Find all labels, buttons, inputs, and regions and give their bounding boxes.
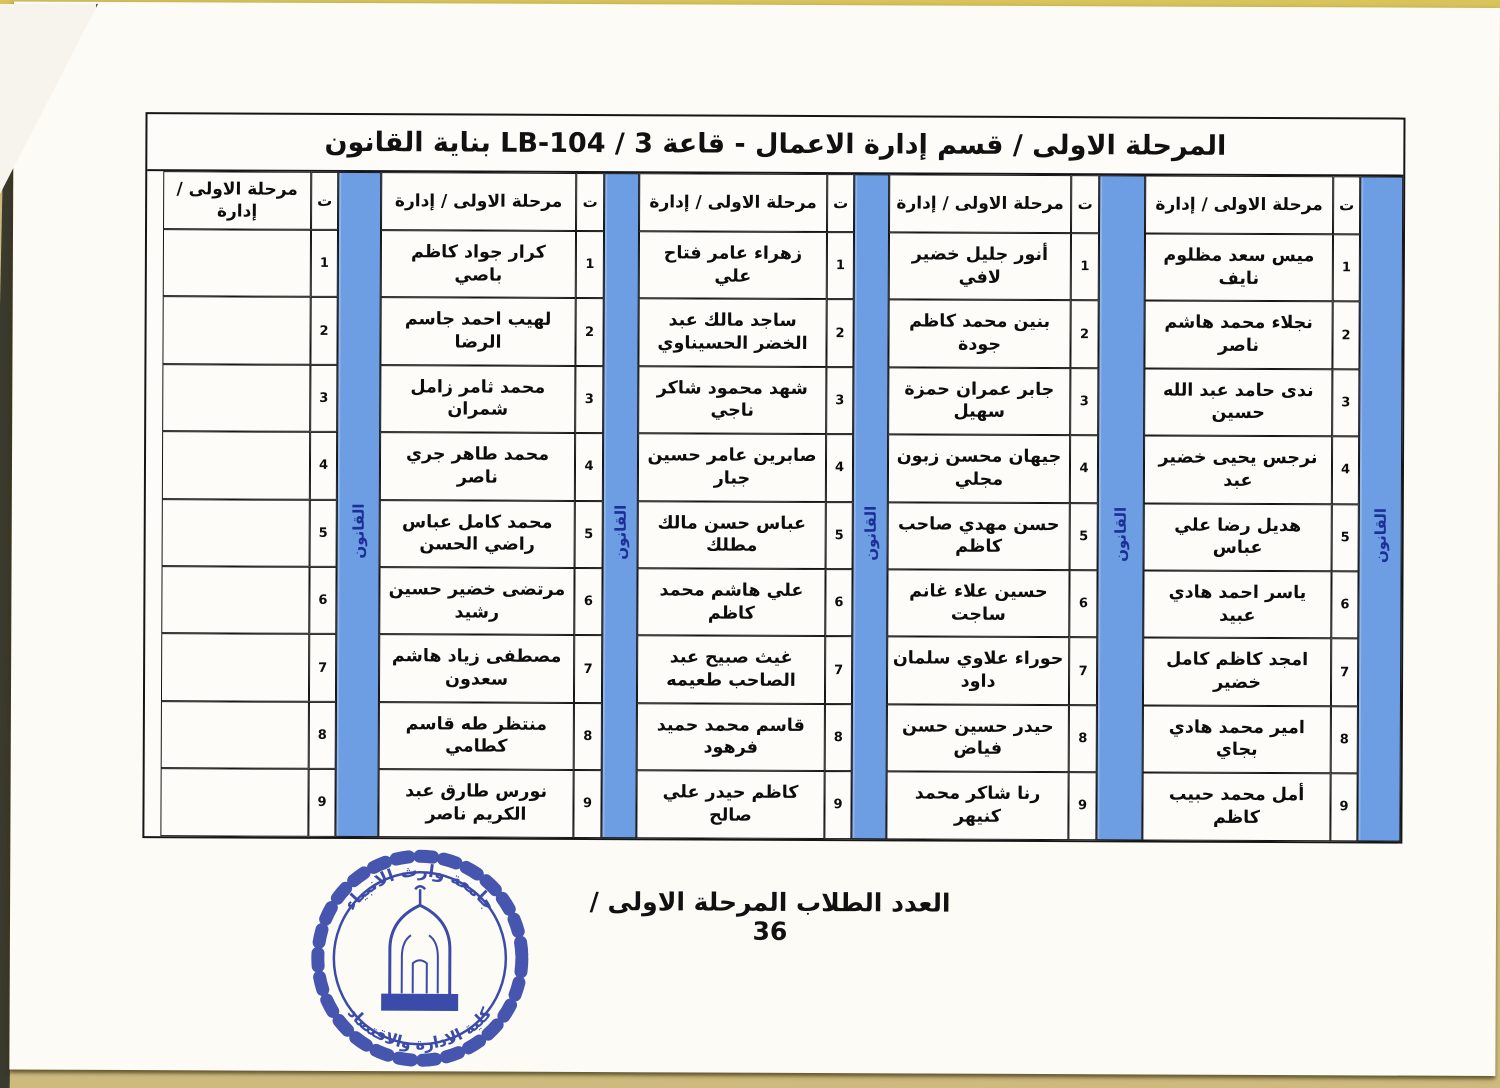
student-name: نرجس يحيى خضير عبد — [1144, 436, 1332, 504]
row-number: 6 — [1069, 570, 1097, 638]
column-group — [636, 173, 889, 839]
row-number: 8 — [825, 704, 852, 772]
student-name — [163, 229, 311, 297]
student-name: منتظر طه قاسم كطامي — [379, 702, 574, 770]
dome-building-icon — [383, 886, 458, 1009]
row-number: 6 — [309, 567, 336, 635]
student-name — [160, 768, 308, 836]
row-number: 1 — [1071, 233, 1099, 301]
strip-label: القانون — [861, 505, 880, 561]
row-number: 2 — [310, 297, 337, 365]
row-number: 5 — [1070, 503, 1098, 571]
row-number: 6 — [574, 568, 602, 636]
student-name: عباس حسن مالك مطلك — [638, 501, 826, 569]
blue-separator-strip — [1357, 176, 1403, 841]
table-title: المرحلة الاولى / قسم إدارة الاعمال - قاعة 3 / LB-104 بناية القانون — [147, 114, 1403, 176]
student-name: نجلاء محمد هاشم ناصر — [1144, 301, 1332, 369]
row-number: 2 — [1332, 302, 1359, 370]
row-number: 4 — [575, 433, 603, 501]
blue-separator-strip — [335, 172, 381, 837]
row-number: 5 — [575, 501, 603, 569]
row-number: 1 — [576, 231, 604, 299]
row-number: 8 — [1069, 705, 1097, 773]
student-name: نورس طارق عبد الكريم ناصر — [378, 769, 573, 837]
student-name: حوراء علاوي سلمان داود — [887, 637, 1069, 705]
row-number: 6 — [825, 569, 852, 637]
student-name: كاظم حيدر علي صالح — [636, 770, 824, 838]
student-name — [161, 566, 309, 634]
row-number: 9 — [1068, 772, 1096, 840]
student-name: محمد طاهر جري ناصر — [380, 432, 575, 500]
student-name: رنا شاكر محمد كنيهر — [886, 771, 1068, 839]
row-number: 8 — [574, 703, 602, 771]
seq-column-header: ت — [576, 173, 604, 231]
row-number: 5 — [826, 502, 853, 570]
student-name: هديل رضا علي عباس — [1144, 503, 1332, 571]
university-stamp — [303, 845, 536, 1076]
row-number: 2 — [1070, 301, 1098, 369]
row-number: 7 — [309, 634, 336, 702]
seq-column-header: ت — [1333, 176, 1360, 234]
row-number: 7 — [1069, 637, 1097, 705]
column-group — [886, 174, 1145, 840]
table-body — [144, 171, 1403, 841]
row-number: 1 — [311, 230, 338, 298]
student-name: لهيب احمد جاسم الرضا — [380, 298, 575, 366]
student-name: صابرين عامر حسين جبار — [638, 433, 826, 501]
student-name: أمل محمد حبيب كاظم — [1142, 773, 1330, 841]
stamp-bottom-text: كلية الادارة والاقتصاد — [343, 1003, 496, 1054]
student-name: بنين محمد كاظم جودة — [888, 300, 1070, 368]
student-name: غيث صبيح عبد الصاحب طعيمه — [637, 636, 825, 704]
strip-label: القانون — [1111, 506, 1130, 562]
student-name: قاسم محمد حميد فرهود — [637, 703, 825, 771]
row-number: 2 — [575, 298, 603, 366]
column-group — [160, 171, 381, 836]
student-name: أنور جليل خضير لافي — [889, 232, 1071, 300]
student-name: امجد كاظم كامل خضير — [1143, 638, 1331, 706]
scanned-page — [9, 2, 1500, 1076]
group-column-header: مرحلة الاولى / إدارة — [381, 172, 576, 231]
strip-label: القانون — [611, 504, 630, 560]
blue-separator-strip — [601, 173, 639, 838]
blue-separator-strip — [851, 174, 889, 839]
student-name: جابر عمران حمزة سهيل — [888, 367, 1070, 435]
group-column-header: مرحلة الاولى / إدارة — [1145, 175, 1333, 234]
row-number: 2 — [826, 299, 853, 367]
student-name: امير محمد هادي بجاي — [1143, 705, 1331, 773]
row-number: 9 — [1330, 773, 1357, 841]
row-number: 4 — [310, 432, 337, 500]
column-group — [378, 172, 639, 838]
seq-column-header: ت — [311, 172, 338, 230]
group-column-header: مرحلة الاولى / إدارة — [889, 174, 1071, 233]
row-number: 3 — [310, 365, 337, 433]
student-name: مصطفى زياد هاشم سعدون — [379, 634, 574, 702]
student-name — [162, 431, 310, 499]
student-name — [161, 634, 309, 702]
strip-label: القانون — [1371, 507, 1390, 563]
student-name: محمد ثامر زامل شمران — [380, 365, 575, 433]
student-name: حيدر حسين حسن فياض — [887, 704, 1069, 772]
row-number: 4 — [826, 434, 853, 502]
row-number: 7 — [825, 636, 852, 704]
stamp-top-text: جامعة وارث الانبياء — [340, 861, 500, 915]
student-name: ميس سعد مظلوم نايف — [1145, 233, 1333, 301]
student-name: ساجد مالك عبد الخضر الحسيناوي — [638, 299, 826, 367]
student-name: حسين علاء غانم ساجت — [887, 569, 1069, 637]
row-number: 3 — [575, 366, 603, 434]
student-name — [162, 499, 310, 567]
row-number: 1 — [1333, 234, 1360, 302]
row-number: 8 — [309, 702, 336, 770]
row-number: 9 — [308, 769, 335, 837]
strip-label: القانون — [349, 503, 368, 559]
student-name: محمد كامل عباس راضي الحسن — [380, 500, 575, 568]
group-column-header: مرحلة الاولى / إدارة — [163, 171, 311, 230]
student-name — [162, 297, 310, 365]
student-name: جيهان محسن زبون مجلي — [888, 435, 1070, 503]
student-name: كرار جواد كاظم باصي — [381, 230, 576, 298]
student-name: علي هاشم محمد كاظم — [637, 568, 825, 636]
row-number: 1 — [827, 232, 854, 300]
row-number: 4 — [1070, 435, 1098, 503]
row-number: 7 — [574, 635, 602, 703]
group-column-header: مرحلة الاولى / إدارة — [639, 173, 827, 232]
row-number: 9 — [824, 771, 851, 839]
row-number: 4 — [1332, 436, 1359, 504]
row-number: 3 — [1070, 368, 1098, 436]
row-number: 5 — [1332, 504, 1359, 572]
row-number: 6 — [1331, 571, 1358, 639]
seq-column-header: ت — [827, 174, 854, 232]
row-number: 8 — [1331, 706, 1358, 774]
student-count-text: العدد الطلاب المرحلة الاولى / 36 — [589, 887, 951, 946]
row-number: 3 — [1332, 369, 1359, 437]
row-number: 9 — [573, 770, 601, 838]
student-name: شهد محمود شاكر ناجي — [638, 366, 826, 434]
column-group — [1142, 175, 1403, 841]
student-name: ندى حامد عبد الله حسين — [1144, 368, 1332, 436]
student-name: ياسر احمد هادي عبيد — [1143, 570, 1331, 638]
student-name: زهراء عامر فتاح علي — [639, 231, 827, 299]
row-number: 7 — [1331, 639, 1358, 707]
student-name: مرتضى خضير حسين رشيد — [379, 567, 574, 635]
student-name — [161, 701, 309, 769]
student-name: حسن مهدي صاحب كاظم — [888, 502, 1070, 570]
student-name — [162, 364, 310, 432]
student-roster-table — [142, 112, 1405, 843]
row-number: 3 — [826, 367, 853, 435]
seq-column-header: ت — [1071, 175, 1099, 233]
blue-separator-strip — [1096, 175, 1145, 840]
row-number: 5 — [310, 499, 337, 567]
